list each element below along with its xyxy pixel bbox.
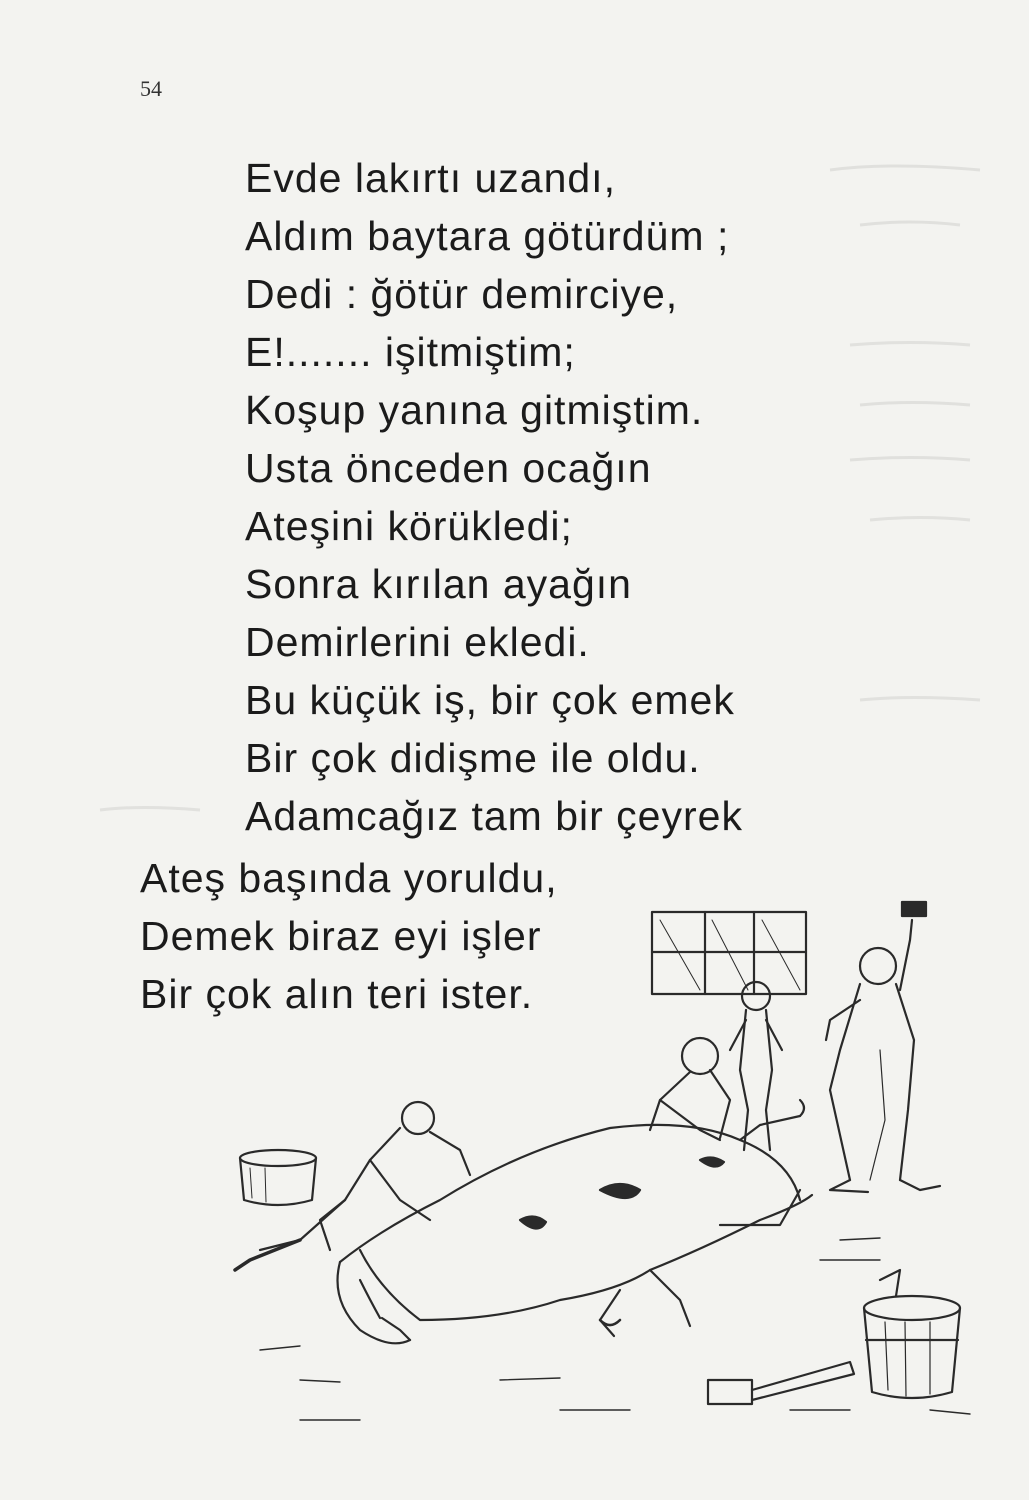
- illustration: [200, 880, 980, 1440]
- poem-line: Demirlerini ekledi.: [245, 619, 590, 665]
- poem-line: Sonra kırılan ayağın: [245, 561, 632, 607]
- poem-line: Bu küçük iş, bir çok emek: [245, 677, 735, 723]
- bucket-illustration: [240, 1150, 316, 1205]
- floor-lines-illustration: [260, 1238, 970, 1420]
- poem-line: Evde lakırtı uzandı,: [245, 155, 616, 201]
- floor-hammer-illustration: [708, 1362, 854, 1404]
- poem-line: Bir çok alın teri ister.: [140, 971, 534, 1017]
- page-number: 54: [140, 76, 162, 101]
- window-illustration: [652, 912, 806, 994]
- poem-line: Koşup yanına gitmiştim.: [245, 387, 704, 433]
- horse-illustration: [338, 1100, 813, 1343]
- poem-line: Bir çok didişme ile oldu.: [245, 735, 701, 781]
- barrel-illustration: [864, 1270, 960, 1398]
- boy-illustration: [730, 982, 782, 1150]
- poem-line: Aldım baytara götürdüm ;: [245, 213, 730, 259]
- man-kneeling-left-illustration: [235, 1102, 470, 1270]
- poem-line: Usta önceden ocağın: [245, 445, 652, 491]
- poem-line: Ateşini körükledi;: [245, 503, 573, 549]
- poem-line: Demek biraz eyi işler: [140, 913, 542, 959]
- poem-line: Ateş başında yoruldu,: [140, 855, 558, 901]
- poem-line: Dedi : ğötür demirciye,: [245, 271, 679, 317]
- man-with-hammer-illustration: [826, 902, 940, 1192]
- poem-line: Adamcağız tam bir çeyrek: [245, 793, 743, 839]
- poem-line: E!....... işitmiştim;: [245, 329, 576, 375]
